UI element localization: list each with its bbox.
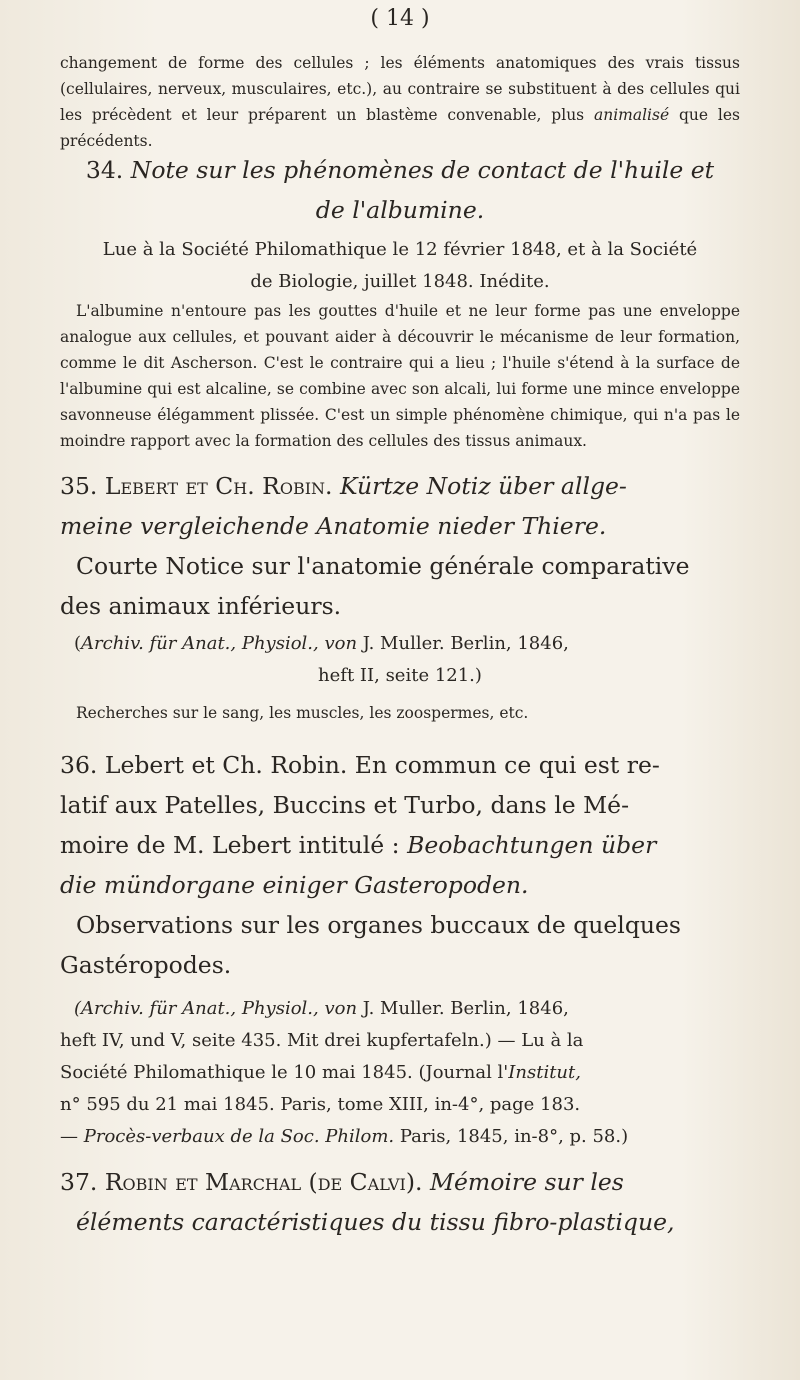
entry-35-ref-italic: Archiv. für Anat., Physiol., von	[81, 633, 358, 654]
entry-36-ref-line5b: Paris, 1845, in-8°, p. 58.)	[394, 1126, 629, 1147]
entry-35-title	[60, 466, 740, 626]
entry-34-number: 34.	[85, 156, 124, 184]
entry-36-line2: latif aux Patelles, Buccins et Turbo, dans le Mé-	[60, 791, 630, 819]
entry-37-number: 37.	[60, 1168, 98, 1196]
entry-36-ref-line1: J. Muller. Berlin, 1846,	[357, 998, 569, 1019]
entry-37	[60, 1162, 740, 1242]
entry-36-line4-italic: die mündorgane einiger Gasteropoden.	[60, 871, 529, 899]
entry-37-title-line2: éléments caractéristiques du tissu fibro-plastique,	[76, 1208, 675, 1236]
entry-36-ref-line5a: —	[60, 1126, 84, 1147]
entry-35-number: 35.	[60, 472, 98, 500]
entry-35-authors: Lebert et Ch. Robin.	[97, 472, 340, 500]
entry-35-title-de-line2: meine vergleichende Anatomie nieder Thiere.	[60, 512, 607, 540]
entry-35-reference	[60, 628, 740, 692]
intro-paragraph	[60, 50, 740, 154]
intro-text: changement de forme des cellules ; les éléments anatomiques des vrais tissus (cellulaires, nerveux, musculaires, etc.), au contraire se substituent à des cellules qui les précèdent et leur préparent un blastème convenable, plus	[60, 54, 740, 124]
page-number: ( 14 )	[370, 6, 430, 31]
entry-36-line6: Gastéropodes.	[60, 951, 232, 979]
entry-36-ref-line2: heft IV, und V, seite 435. Mit drei kupfertafeln.) — Lu à la	[60, 1030, 584, 1051]
entry-34-reading-line2: de Biologie, juillet 1848. Inédite.	[250, 271, 550, 292]
entry-35-ref-line2: heft II, seite 121.)	[318, 665, 482, 686]
entry-36-ref-line3-italic: Institut,	[508, 1062, 581, 1083]
entry-34-body: L'albumine n'entoure pas les gouttes d'huile et ne leur forme pas une enveloppe analogue aux cellules, et pouvant aider à découvrir le mécanisme de leur formation, comme le dit Ascherson. C'est le contraire qui a lieu ; l'huile s'étend à la surface de l'albumine qui est alcaline, se combine avec son alcali, lui forme une mince enveloppe savonneuse élégamment plissée. C'est un simple phénomène chimique, qui n'a pas le moindre rapport avec la formation des cellules des tissus animaux.	[60, 302, 740, 450]
entry-36-ref-line3: Société Philomathique le 10 mai 1845. (Journal l'	[60, 1062, 509, 1083]
entry-36-line1: Lebert et Ch. Robin. En commun ce qui est re-	[97, 751, 660, 779]
entry-36-ref-italic: (Archiv. für Anat., Physiol., von	[74, 998, 358, 1019]
entry-36	[60, 745, 740, 985]
entry-37-authors: Robin et Marchal (de Calvi).	[97, 1168, 430, 1196]
entry-37-title-line1: Mémoire sur les	[429, 1168, 624, 1196]
entry-36-line3: moire de M. Lebert intitulé :	[60, 831, 408, 859]
entry-34-reading	[60, 234, 740, 298]
entry-35-title-fr-line1: Courte Notice sur l'anatomie générale comparative	[76, 552, 690, 580]
entry-36-line5: Observations sur les organes buccaux de quelques	[76, 911, 681, 939]
entry-34-title-line1: Note sur les phénomènes de contact de l'huile et	[123, 156, 715, 184]
entry-35-ref-rest: J. Muller. Berlin, 1846,	[357, 633, 569, 654]
entry-36-reference	[60, 993, 740, 1153]
entry-35-note: Recherches sur le sang, les muscles, les zoospermes, etc.	[76, 704, 529, 722]
entry-36-line3-italic: Beobachtungen über	[407, 831, 657, 859]
entry-34-title-line2: de l'albumine.	[315, 196, 485, 224]
entry-35-ref-open: (	[74, 633, 82, 654]
entry-35-title-de-line1: Kürtze Notiz über allge-	[340, 472, 627, 500]
intro-text-end: que les précédents.	[60, 106, 740, 150]
intro-italic: animalisé	[593, 106, 670, 124]
entry-35-title-fr-line2: des animaux inférieurs.	[60, 592, 342, 620]
entry-36-ref-line5-italic: Procès-verbaux de la Soc. Philom.	[83, 1126, 395, 1147]
entry-36-number: 36.	[60, 751, 98, 779]
entry-36-ref-line4: n° 595 du 21 mai 1845. Paris, tome XIII, in-4°, page 183.	[60, 1094, 581, 1115]
entry-34-title	[60, 150, 740, 230]
entry-34-reading-line1: Lue à la Société Philomathique le 12 février 1848, et à la Société	[102, 239, 698, 260]
